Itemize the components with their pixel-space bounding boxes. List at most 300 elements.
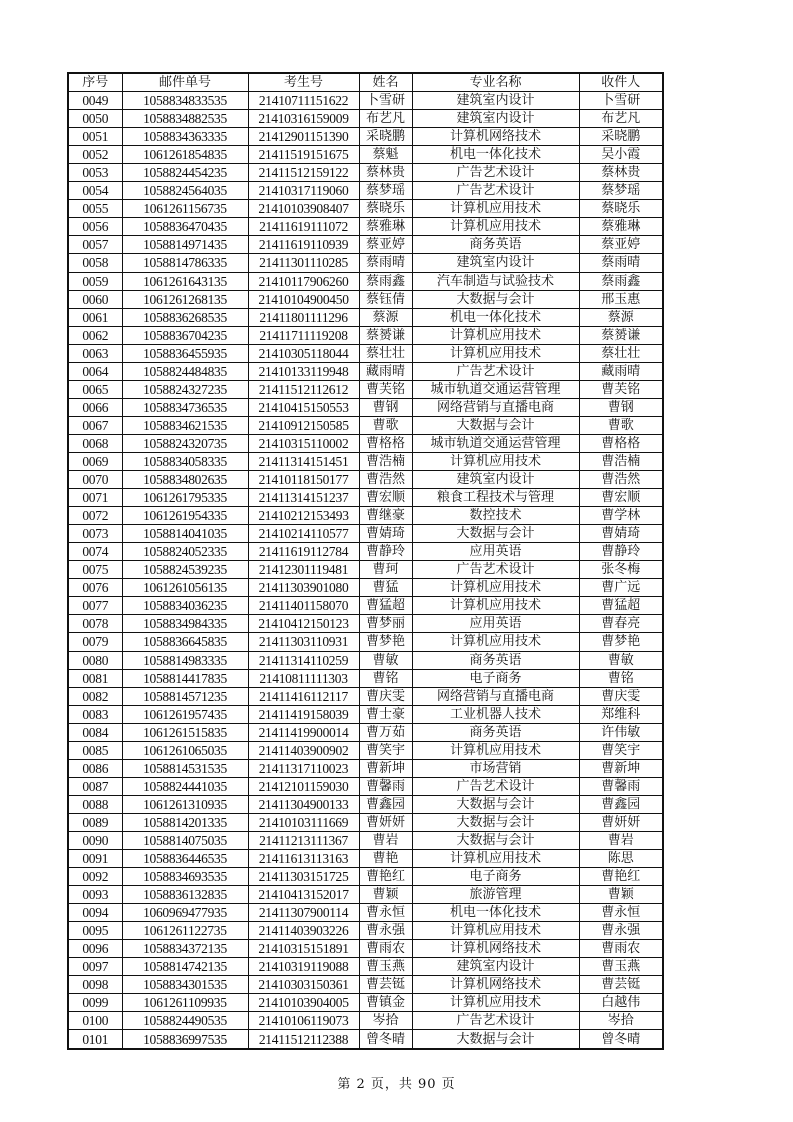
- recipient-cell: 吴小霞: [579, 146, 663, 164]
- serial-number-cell: 0100: [68, 1012, 122, 1030]
- table-row: [68, 452, 663, 470]
- mail-tracking-number-cell: 1058836645835: [122, 633, 248, 651]
- serial-number-cell: 0093: [68, 886, 122, 904]
- recipient-cell: 岑拾: [579, 1012, 663, 1030]
- mail-tracking-number-cell: 1058834363335: [122, 128, 248, 146]
- mail-tracking-number-cell: 1061261065035: [122, 741, 248, 759]
- shipping-list-table: [67, 72, 664, 1050]
- candidate-number-cell: 21412301119481: [248, 561, 359, 579]
- serial-number-cell: 0051: [68, 128, 122, 146]
- serial-number-cell: 0064: [68, 362, 122, 380]
- recipient-cell: 曹浩楠: [579, 452, 663, 470]
- candidate-number-cell: 21410315110002: [248, 434, 359, 452]
- major-cell: 计算机应用技术: [412, 200, 579, 218]
- table-row: [68, 362, 663, 380]
- name-cell: 曹永强: [359, 922, 412, 940]
- major-cell: 计算机应用技术: [412, 579, 579, 597]
- name-cell: 曹钢: [359, 398, 412, 416]
- recipient-cell: 藏雨晴: [579, 362, 663, 380]
- serial-number-cell: 0057: [68, 236, 122, 254]
- recipient-cell: 蔡赟谦: [579, 326, 663, 344]
- serial-number-cell: 0049: [68, 92, 122, 110]
- table-row: [68, 380, 663, 398]
- recipient-cell: 曹格格: [579, 434, 663, 452]
- recipient-cell: 曹颖: [579, 886, 663, 904]
- mail-tracking-number-cell: 1058836997535: [122, 1030, 248, 1049]
- recipient-cell: 曹猛超: [579, 597, 663, 615]
- recipient-cell: 曹艳红: [579, 868, 663, 886]
- name-cell: 曹婧琦: [359, 525, 412, 543]
- major-cell: 广告艺术设计: [412, 1012, 579, 1030]
- name-cell: 曹铭: [359, 669, 412, 687]
- candidate-number-cell: 21410214110577: [248, 525, 359, 543]
- name-cell: 蔡晓乐: [359, 200, 412, 218]
- major-cell: 应用英语: [412, 543, 579, 561]
- major-cell: 大数据与会计: [412, 416, 579, 434]
- serial-number-cell: 0055: [68, 200, 122, 218]
- mail-tracking-number-cell: 1058824490535: [122, 1012, 248, 1030]
- mail-tracking-number-cell: 1058824484835: [122, 362, 248, 380]
- candidate-number-cell: 21411619111072: [248, 218, 359, 236]
- recipient-cell: 曹妍妍: [579, 813, 663, 831]
- mail-tracking-number-cell: 1061261795335: [122, 489, 248, 507]
- recipient-cell: 曹雨农: [579, 940, 663, 958]
- serial-number-cell: 0059: [68, 272, 122, 290]
- name-cell: 曹岩: [359, 831, 412, 849]
- serial-number-cell: 0058: [68, 254, 122, 272]
- serial-number-cell: 0086: [68, 759, 122, 777]
- major-cell: 广告艺术设计: [412, 362, 579, 380]
- candidate-number-cell: 21410104900450: [248, 290, 359, 308]
- recipient-cell: 曹浩然: [579, 471, 663, 489]
- candidate-number-cell: 21411401158070: [248, 597, 359, 615]
- major-cell: 商务英语: [412, 723, 579, 741]
- major-cell: 工业机器人技术: [412, 705, 579, 723]
- mail-tracking-number-cell: 1058814201335: [122, 813, 248, 831]
- major-cell: 电子商务: [412, 868, 579, 886]
- major-cell: 粮食工程技术与管理: [412, 489, 579, 507]
- header-major: 专业名称: [412, 73, 579, 92]
- major-cell: 商务英语: [412, 651, 579, 669]
- candidate-number-cell: 21410415150553: [248, 398, 359, 416]
- candidate-number-cell: 21411512112612: [248, 380, 359, 398]
- table-body: [68, 92, 663, 1049]
- name-cell: 蔡壮壮: [359, 344, 412, 362]
- serial-number-cell: 0067: [68, 416, 122, 434]
- mail-tracking-number-cell: 1058814075035: [122, 831, 248, 849]
- name-cell: 曹笑宇: [359, 741, 412, 759]
- candidate-number-cell: 21411314151451: [248, 452, 359, 470]
- recipient-cell: 曹馨雨: [579, 777, 663, 795]
- name-cell: 蔡雨鑫: [359, 272, 412, 290]
- mail-tracking-number-cell: 1058834036235: [122, 597, 248, 615]
- table-row: [68, 110, 663, 128]
- serial-number-cell: 0053: [68, 164, 122, 182]
- major-cell: 计算机应用技术: [412, 922, 579, 940]
- name-cell: 曹庆雯: [359, 687, 412, 705]
- serial-number-cell: 0075: [68, 561, 122, 579]
- serial-number-cell: 0084: [68, 723, 122, 741]
- major-cell: 机电一体化技术: [412, 904, 579, 922]
- major-cell: 大数据与会计: [412, 525, 579, 543]
- recipient-cell: 蔡亚婷: [579, 236, 663, 254]
- major-cell: 市场营销: [412, 759, 579, 777]
- serial-number-cell: 0085: [68, 741, 122, 759]
- major-cell: 计算机应用技术: [412, 218, 579, 236]
- serial-number-cell: 0097: [68, 958, 122, 976]
- mail-tracking-number-cell: 1058814531535: [122, 759, 248, 777]
- mail-tracking-number-cell: 1061261109935: [122, 994, 248, 1012]
- header-recipient: 收件人: [579, 73, 663, 92]
- major-cell: 大数据与会计: [412, 795, 579, 813]
- mail-tracking-number-cell: 1058834621535: [122, 416, 248, 434]
- major-cell: 广告艺术设计: [412, 561, 579, 579]
- candidate-number-cell: 21410912150585: [248, 416, 359, 434]
- mail-tracking-number-cell: 1061261957435: [122, 705, 248, 723]
- table-row: [68, 182, 663, 200]
- serial-number-cell: 0063: [68, 344, 122, 362]
- recipient-cell: 许伟敏: [579, 723, 663, 741]
- table-row: [68, 633, 663, 651]
- name-cell: 曹猛: [359, 579, 412, 597]
- name-cell: 蔡亚婷: [359, 236, 412, 254]
- mail-tracking-number-cell: 1060969477935: [122, 904, 248, 922]
- serial-number-cell: 0094: [68, 904, 122, 922]
- table-row: [68, 1012, 663, 1030]
- name-cell: 曹雨农: [359, 940, 412, 958]
- serial-number-cell: 0089: [68, 813, 122, 831]
- candidate-number-cell: 21410212153493: [248, 507, 359, 525]
- name-cell: 曹馨雨: [359, 777, 412, 795]
- candidate-number-cell: 21411314110259: [248, 651, 359, 669]
- recipient-cell: 曹芙铭: [579, 380, 663, 398]
- table-row: [68, 507, 663, 525]
- mail-tracking-number-cell: 1058834802635: [122, 471, 248, 489]
- recipient-cell: 曹春亮: [579, 615, 663, 633]
- name-cell: 曹歌: [359, 416, 412, 434]
- name-cell: 曹格格: [359, 434, 412, 452]
- serial-number-cell: 0054: [68, 182, 122, 200]
- candidate-number-cell: 21410711151622: [248, 92, 359, 110]
- table-row: [68, 326, 663, 344]
- mail-tracking-number-cell: 1058834058335: [122, 452, 248, 470]
- mail-tracking-number-cell: 1058824539235: [122, 561, 248, 579]
- candidate-number-cell: 21411613113163: [248, 850, 359, 868]
- major-cell: 应用英语: [412, 615, 579, 633]
- candidate-number-cell: 21410315151891: [248, 940, 359, 958]
- serial-number-cell: 0101: [68, 1030, 122, 1049]
- candidate-number-cell: 21410413152017: [248, 886, 359, 904]
- table-row: [68, 579, 663, 597]
- candidate-number-cell: 21412901151390: [248, 128, 359, 146]
- name-cell: 采晓鹏: [359, 128, 412, 146]
- mail-tracking-number-cell: 1058814417835: [122, 669, 248, 687]
- serial-number-cell: 0068: [68, 434, 122, 452]
- name-cell: 曹艳: [359, 850, 412, 868]
- serial-number-cell: 0098: [68, 976, 122, 994]
- mail-tracking-number-cell: 1058836446535: [122, 850, 248, 868]
- candidate-number-cell: 21411301110285: [248, 254, 359, 272]
- major-cell: 建筑室内设计: [412, 92, 579, 110]
- candidate-number-cell: 21411314151237: [248, 489, 359, 507]
- candidate-number-cell: 21411512159122: [248, 164, 359, 182]
- major-cell: 广告艺术设计: [412, 164, 579, 182]
- major-cell: 计算机应用技术: [412, 452, 579, 470]
- table-row: [68, 146, 663, 164]
- major-cell: 计算机网络技术: [412, 940, 579, 958]
- major-cell: 计算机网络技术: [412, 128, 579, 146]
- mail-tracking-number-cell: 1058824454235: [122, 164, 248, 182]
- serial-number-cell: 0050: [68, 110, 122, 128]
- mail-tracking-number-cell: 1058834693535: [122, 868, 248, 886]
- mail-tracking-number-cell: 1058824564035: [122, 182, 248, 200]
- serial-number-cell: 0090: [68, 831, 122, 849]
- candidate-number-cell: 21411801111296: [248, 308, 359, 326]
- name-cell: 曹鑫园: [359, 795, 412, 813]
- candidate-number-cell: 21410811111303: [248, 669, 359, 687]
- serial-number-cell: 0070: [68, 471, 122, 489]
- table-row: [68, 200, 663, 218]
- name-cell: 曹静玲: [359, 543, 412, 561]
- serial-number-cell: 0095: [68, 922, 122, 940]
- major-cell: 汽车制造与试验技术: [412, 272, 579, 290]
- recipient-cell: 蔡雨晴: [579, 254, 663, 272]
- serial-number-cell: 0076: [68, 579, 122, 597]
- recipient-cell: 曹永恒: [579, 904, 663, 922]
- name-cell: 曹浩楠: [359, 452, 412, 470]
- recipient-cell: 曹芸铤: [579, 976, 663, 994]
- table-row: [68, 615, 663, 633]
- serial-number-cell: 0081: [68, 669, 122, 687]
- name-cell: 曹芸铤: [359, 976, 412, 994]
- mail-tracking-number-cell: 1058814786335: [122, 254, 248, 272]
- table-row: [68, 398, 663, 416]
- mail-tracking-number-cell: 1058836455935: [122, 344, 248, 362]
- serial-number-cell: 0078: [68, 615, 122, 633]
- name-cell: 曹永恒: [359, 904, 412, 922]
- serial-number-cell: 0074: [68, 543, 122, 561]
- candidate-number-cell: 21410316159009: [248, 110, 359, 128]
- candidate-number-cell: 21410317119060: [248, 182, 359, 200]
- serial-number-cell: 0066: [68, 398, 122, 416]
- recipient-cell: 曹静玲: [579, 543, 663, 561]
- major-cell: 电子商务: [412, 669, 579, 687]
- serial-number-cell: 0092: [68, 868, 122, 886]
- major-cell: 建筑室内设计: [412, 254, 579, 272]
- candidate-number-cell: 21410412150123: [248, 615, 359, 633]
- major-cell: 大数据与会计: [412, 1030, 579, 1049]
- mail-tracking-number-cell: 1058836470435: [122, 218, 248, 236]
- recipient-cell: 布艺凡: [579, 110, 663, 128]
- candidate-number-cell: 21411619112784: [248, 543, 359, 561]
- recipient-cell: 白越伟: [579, 994, 663, 1012]
- recipient-cell: 曹笑宇: [579, 741, 663, 759]
- name-cell: 曹宏顺: [359, 489, 412, 507]
- recipient-cell: 曹新坤: [579, 759, 663, 777]
- serial-number-cell: 0091: [68, 850, 122, 868]
- serial-number-cell: 0079: [68, 633, 122, 651]
- candidate-number-cell: 21412101159030: [248, 777, 359, 795]
- table-row: [68, 92, 663, 110]
- table-row: [68, 128, 663, 146]
- candidate-number-cell: 21411304900133: [248, 795, 359, 813]
- candidate-number-cell: 21411711119208: [248, 326, 359, 344]
- name-cell: 曹继豪: [359, 507, 412, 525]
- recipient-cell: 蔡林贵: [579, 164, 663, 182]
- name-cell: 曹玉燕: [359, 958, 412, 976]
- recipient-cell: 曹铭: [579, 669, 663, 687]
- recipient-cell: 曾冬晴: [579, 1030, 663, 1049]
- recipient-cell: 曹广远: [579, 579, 663, 597]
- serial-number-cell: 0080: [68, 651, 122, 669]
- mail-tracking-number-cell: 1058834882535: [122, 110, 248, 128]
- major-cell: 计算机应用技术: [412, 344, 579, 362]
- table-row: [68, 272, 663, 290]
- major-cell: 计算机应用技术: [412, 597, 579, 615]
- recipient-cell: 采晓鹏: [579, 128, 663, 146]
- candidate-number-cell: 21410319119088: [248, 958, 359, 976]
- recipient-cell: 曹歌: [579, 416, 663, 434]
- name-cell: 藏雨晴: [359, 362, 412, 380]
- name-cell: 曹敏: [359, 651, 412, 669]
- major-cell: 旅游管理: [412, 886, 579, 904]
- candidate-number-cell: 21411303110931: [248, 633, 359, 651]
- table-row: [68, 904, 663, 922]
- serial-number-cell: 0073: [68, 525, 122, 543]
- serial-number-cell: 0065: [68, 380, 122, 398]
- name-cell: 曹万茹: [359, 723, 412, 741]
- mail-tracking-number-cell: 1061261643135: [122, 272, 248, 290]
- table-row: [68, 543, 663, 561]
- recipient-cell: 蔡源: [579, 308, 663, 326]
- serial-number-cell: 0088: [68, 795, 122, 813]
- candidate-number-cell: 21411619110939: [248, 236, 359, 254]
- candidate-number-cell: 21411213111367: [248, 831, 359, 849]
- serial-number-cell: 0096: [68, 940, 122, 958]
- table-row: [68, 597, 663, 615]
- major-cell: 大数据与会计: [412, 290, 579, 308]
- name-cell: 曹梦丽: [359, 615, 412, 633]
- serial-number-cell: 0052: [68, 146, 122, 164]
- serial-number-cell: 0087: [68, 777, 122, 795]
- table-row: [68, 741, 663, 759]
- candidate-number-cell: 21411416112117: [248, 687, 359, 705]
- table-row: [68, 254, 663, 272]
- name-cell: 蔡林贵: [359, 164, 412, 182]
- candidate-number-cell: 21411317110023: [248, 759, 359, 777]
- major-cell: 建筑室内设计: [412, 958, 579, 976]
- name-cell: 卜雪研: [359, 92, 412, 110]
- name-cell: 曹妍妍: [359, 813, 412, 831]
- name-cell: 蔡梦瑶: [359, 182, 412, 200]
- table-row: [68, 723, 663, 741]
- serial-number-cell: 0061: [68, 308, 122, 326]
- recipient-cell: 曹婧琦: [579, 525, 663, 543]
- name-cell: 曹艳红: [359, 868, 412, 886]
- name-cell: 曹新坤: [359, 759, 412, 777]
- candidate-number-cell: 21411419158039: [248, 705, 359, 723]
- header-mail-tracking-number: 邮件单号: [122, 73, 248, 92]
- major-cell: 商务英语: [412, 236, 579, 254]
- table-row: [68, 434, 663, 452]
- mail-tracking-number-cell: 1058824327235: [122, 380, 248, 398]
- candidate-number-cell: 21411303901080: [248, 579, 359, 597]
- table-row: [68, 940, 663, 958]
- candidate-number-cell: 21410303150361: [248, 976, 359, 994]
- table-row: [68, 922, 663, 940]
- mail-tracking-number-cell: 1058836132835: [122, 886, 248, 904]
- major-cell: 计算机应用技术: [412, 326, 579, 344]
- mail-tracking-number-cell: 1058814742135: [122, 958, 248, 976]
- major-cell: 数控技术: [412, 507, 579, 525]
- major-cell: 计算机网络技术: [412, 976, 579, 994]
- recipient-cell: 曹鑫园: [579, 795, 663, 813]
- mail-tracking-number-cell: 1058834372135: [122, 940, 248, 958]
- candidate-number-cell: 21411419900014: [248, 723, 359, 741]
- recipient-cell: 卜雪研: [579, 92, 663, 110]
- mail-tracking-number-cell: 1061261156735: [122, 200, 248, 218]
- table-row: [68, 759, 663, 777]
- candidate-number-cell: 21411403903226: [248, 922, 359, 940]
- name-cell: 曹猛超: [359, 597, 412, 615]
- name-cell: 蔡雅琳: [359, 218, 412, 236]
- table-row: [68, 344, 663, 362]
- table-row: [68, 489, 663, 507]
- mail-tracking-number-cell: 1058814041035: [122, 525, 248, 543]
- major-cell: 城市轨道交通运营管理: [412, 380, 579, 398]
- mail-tracking-number-cell: 1061261515835: [122, 723, 248, 741]
- name-cell: 曹浩然: [359, 471, 412, 489]
- recipient-cell: 蔡壮壮: [579, 344, 663, 362]
- candidate-number-cell: 21410106119073: [248, 1012, 359, 1030]
- table-row: [68, 795, 663, 813]
- serial-number-cell: 0062: [68, 326, 122, 344]
- recipient-cell: 曹岩: [579, 831, 663, 849]
- header-row: [68, 73, 663, 92]
- table-row: [68, 1030, 663, 1049]
- recipient-cell: 邢玉惠: [579, 290, 663, 308]
- table-row: [68, 561, 663, 579]
- candidate-number-cell: 21411307900114: [248, 904, 359, 922]
- table-row: [68, 290, 663, 308]
- candidate-number-cell: 21410103111669: [248, 813, 359, 831]
- major-cell: 网络营销与直播电商: [412, 687, 579, 705]
- table-row: [68, 471, 663, 489]
- candidate-number-cell: 21410117906260: [248, 272, 359, 290]
- table-row: [68, 813, 663, 831]
- name-cell: 曹镇金: [359, 994, 412, 1012]
- major-cell: 机电一体化技术: [412, 308, 579, 326]
- recipient-cell: 曹玉燕: [579, 958, 663, 976]
- mail-tracking-number-cell: 1058834833535: [122, 92, 248, 110]
- mail-tracking-number-cell: 1058834984335: [122, 615, 248, 633]
- major-cell: 网络营销与直播电商: [412, 398, 579, 416]
- mail-tracking-number-cell: 1061261268135: [122, 290, 248, 308]
- mail-tracking-number-cell: 1058834301535: [122, 976, 248, 994]
- table-row: [68, 831, 663, 849]
- name-cell: 曹芙铭: [359, 380, 412, 398]
- header-serial-number: 序号: [68, 73, 122, 92]
- candidate-number-cell: 21410103908407: [248, 200, 359, 218]
- table-row: [68, 850, 663, 868]
- serial-number-cell: 0060: [68, 290, 122, 308]
- recipient-cell: 蔡晓乐: [579, 200, 663, 218]
- major-cell: 建筑室内设计: [412, 110, 579, 128]
- name-cell: 曹梦艳: [359, 633, 412, 651]
- candidate-number-cell: 21410118150177: [248, 471, 359, 489]
- candidate-number-cell: 21411512112388: [248, 1030, 359, 1049]
- name-cell: 曹士豪: [359, 705, 412, 723]
